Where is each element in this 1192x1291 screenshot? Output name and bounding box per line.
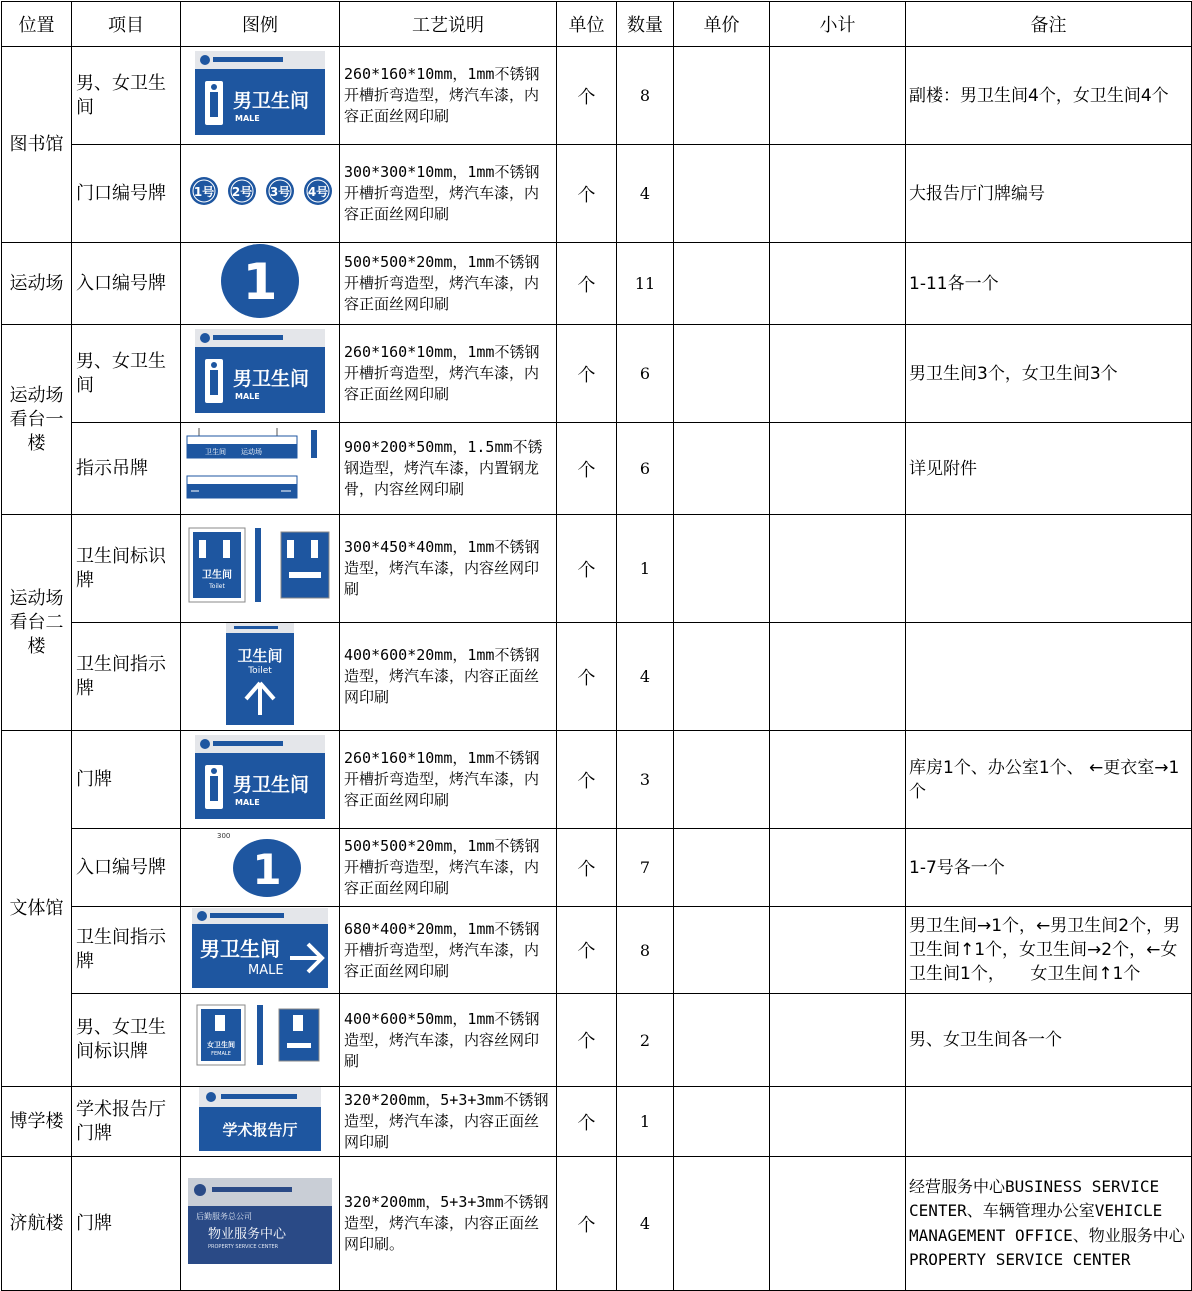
unit-price-cell <box>674 515 770 623</box>
table-row <box>2 325 1192 423</box>
legend-cell <box>181 1157 340 1291</box>
item-cell: 门口编号牌 <box>72 145 181 243</box>
table-row <box>2 423 1192 515</box>
unit-cell: 个 <box>557 423 617 515</box>
header-row <box>2 2 1192 47</box>
sign-text: 卫生间 <box>237 647 283 665</box>
subtotal-cell <box>770 623 906 731</box>
legend-cell <box>181 325 340 423</box>
header-item: 项目 <box>72 2 181 47</box>
restroom-sign-drawing-image <box>195 997 325 1079</box>
unit-price-cell <box>674 47 770 145</box>
legend-cell <box>181 515 340 623</box>
subtotal-cell <box>770 907 906 994</box>
legend-cell <box>181 243 340 325</box>
subtotal-cell <box>770 243 906 325</box>
sign-text: 女卫生间 <box>207 1040 235 1049</box>
table-row <box>2 1087 1192 1157</box>
remarks-cell: 副楼：男卫生间4个，女卫生间4个 <box>906 47 1192 145</box>
table-row <box>2 829 1192 907</box>
table-row <box>2 243 1192 325</box>
restroom-sign-image <box>195 735 325 819</box>
item-cell: 卫生间指示牌 <box>72 623 181 731</box>
unit-cell: 个 <box>557 243 617 325</box>
quantity-cell: 4 <box>617 623 674 731</box>
unit-price-cell <box>674 1087 770 1157</box>
subtotal-cell <box>770 1087 906 1157</box>
header-process: 工艺说明 <box>340 2 557 47</box>
subtotal-cell <box>770 325 906 423</box>
table-row <box>2 907 1192 994</box>
quantity-cell: 8 <box>617 907 674 994</box>
unit-cell: 个 <box>557 325 617 423</box>
unit-price-cell <box>674 829 770 907</box>
quantity-cell: 1 <box>617 515 674 623</box>
quantity-cell: 4 <box>617 145 674 243</box>
remarks-cell: 1-11各一个 <box>906 243 1192 325</box>
legend-cell <box>181 731 340 829</box>
quantity-cell: 3 <box>617 731 674 829</box>
restroom-direction-sign-image <box>192 908 328 988</box>
badge-1: 1号 <box>193 185 215 199</box>
badge-4: 4号 <box>307 185 329 199</box>
process-cell: 500*500*20mm，1mm不锈钢开槽折弯造型，烤汽车漆，内容正面丝网印刷 <box>340 243 557 325</box>
sign-text: 卫生间 <box>205 448 226 456</box>
item-cell: 卫生间指示牌 <box>72 907 181 994</box>
legend-cell <box>181 994 340 1087</box>
hanging-sign-drawing-image <box>185 426 335 506</box>
toilet-direction-sign-image <box>226 623 294 725</box>
unit-cell: 个 <box>557 47 617 145</box>
sign-text-2: 物业服务中心 <box>208 1227 287 1242</box>
quantity-cell: 2 <box>617 994 674 1087</box>
legend-cell <box>181 47 340 145</box>
toilet-sign-drawing-image <box>185 516 335 616</box>
subtotal-cell <box>770 423 906 515</box>
subtotal-cell <box>770 731 906 829</box>
table-row <box>2 47 1192 145</box>
sign-text: 男卫生间 <box>200 936 280 961</box>
remarks-cell <box>906 623 1192 731</box>
unit-price-cell <box>674 243 770 325</box>
dimension-label: 300 <box>217 832 231 840</box>
quotation-table <box>1 1 1192 1291</box>
subtotal-cell <box>770 994 906 1087</box>
quantity-cell: 11 <box>617 243 674 325</box>
subtotal-cell <box>770 145 906 243</box>
table-row <box>2 623 1192 731</box>
legend-cell <box>181 1087 340 1157</box>
quantity-cell: 6 <box>617 423 674 515</box>
table-row <box>2 515 1192 623</box>
door-number-badges-image <box>185 174 335 208</box>
process-cell: 300*300*10mm，1mm不锈钢开槽折弯造型，烤汽车漆，内容正面丝网印刷 <box>340 145 557 243</box>
remarks-cell: 1-7号各一个 <box>906 829 1192 907</box>
location-cell: 运动场看台二楼 <box>2 515 72 731</box>
legend-cell <box>181 829 340 907</box>
sign-text: 学术报告厅 <box>222 1121 298 1139</box>
unit-price-cell <box>674 423 770 515</box>
item-cell: 学术报告厅门牌 <box>72 1087 181 1157</box>
sign-subtext: FEMALE <box>211 1050 231 1057</box>
remarks-cell <box>906 1087 1192 1157</box>
header-location: 位置 <box>2 2 72 47</box>
unit-price-cell <box>674 325 770 423</box>
unit-price-cell <box>674 994 770 1087</box>
table-row <box>2 731 1192 829</box>
process-cell: 680*400*20mm，1mm不锈钢开槽折弯造型，烤汽车漆，内容正面丝网印刷 <box>340 907 557 994</box>
table-row <box>2 145 1192 243</box>
remarks-cell: 经营服务中心BUSINESS SERVICE CENTER、车辆管理办公室VEHICLE MANAGEMENT OFFICE、物业服务中心PROPERTY SERVICE CENTER <box>906 1157 1192 1291</box>
location-cell: 运动场 <box>2 243 72 325</box>
sign-subtext: MALE <box>235 114 260 123</box>
process-cell: 260*160*10mm，1mm不锈钢开槽折弯造型，烤汽车漆，内容正面丝网印刷 <box>340 47 557 145</box>
subtotal-cell <box>770 47 906 145</box>
quantity-cell: 7 <box>617 829 674 907</box>
subtotal-cell <box>770 829 906 907</box>
sign-number: 1 <box>252 845 282 894</box>
legend-cell <box>181 423 340 515</box>
quantity-cell: 8 <box>617 47 674 145</box>
process-cell: 900*200*50mm，1.5mm不锈钢造型，烤汽车漆，内置钢龙骨，内容丝网印刷 <box>340 423 557 515</box>
item-cell: 入口编号牌 <box>72 829 181 907</box>
process-cell: 400*600*50mm，1mm不锈钢造型，烤汽车漆，内容丝网印刷 <box>340 994 557 1087</box>
entrance-number-sign-image <box>220 243 300 319</box>
item-cell: 男、女卫生间标识牌 <box>72 994 181 1087</box>
sign-subtext: MALE <box>248 962 284 978</box>
lecture-hall-door-sign-image <box>199 1087 321 1151</box>
sign-text: 卫生间 <box>202 570 232 581</box>
restroom-sign-image <box>195 329 325 413</box>
sign-text: 男卫生间 <box>233 90 310 112</box>
unit-price-cell <box>674 623 770 731</box>
sign-text: 男卫生间 <box>233 774 310 796</box>
unit-price-cell <box>674 145 770 243</box>
unit-price-cell <box>674 1157 770 1291</box>
item-cell: 入口编号牌 <box>72 243 181 325</box>
process-cell: 260*160*10mm，1mm不锈钢开槽折弯造型，烤汽车漆，内容正面丝网印刷 <box>340 325 557 423</box>
sign-text: 男卫生间 <box>233 368 310 390</box>
sign-subtext: PROPERTY SERVICE CENTER <box>208 1244 279 1250</box>
process-cell: 300*450*40mm，1mm不锈钢造型，烤汽车漆，内容丝网印刷 <box>340 515 557 623</box>
remarks-cell: 库房1个、办公室1个、 ←更衣室→1个 <box>906 731 1192 829</box>
process-cell: 320*200mm，5+3+3mm不锈钢造型，烤汽车漆，内容正面丝网印刷 <box>340 1087 557 1157</box>
item-cell: 指示吊牌 <box>72 423 181 515</box>
remarks-cell <box>906 515 1192 623</box>
sign-subtext: MALE <box>235 392 260 401</box>
subtotal-cell <box>770 515 906 623</box>
unit-price-cell <box>674 907 770 994</box>
remarks-cell: 男卫生间3个，女卫生间3个 <box>906 325 1192 423</box>
process-cell: 260*160*10mm，1mm不锈钢开槽折弯造型，烤汽车漆，内容正面丝网印刷 <box>340 731 557 829</box>
process-cell: 400*600*20mm，1mm不锈钢造型，烤汽车漆，内容正面丝网印刷 <box>340 623 557 731</box>
sign-text-2: 运动场 <box>241 448 262 456</box>
unit-cell: 个 <box>557 1157 617 1291</box>
header-quantity: 数量 <box>617 2 674 47</box>
sign-subtext: MALE <box>235 798 260 807</box>
item-cell: 门牌 <box>72 1157 181 1291</box>
header-subtotal: 小计 <box>770 2 906 47</box>
table-row <box>2 994 1192 1087</box>
process-cell: 320*200mm，5+3+3mm不锈钢造型，烤汽车漆，内容正面丝网印刷。 <box>340 1157 557 1291</box>
sign-number: 1 <box>242 253 278 311</box>
header-unit-price: 单价 <box>674 2 770 47</box>
location-cell: 图书馆 <box>2 47 72 243</box>
unit-cell: 个 <box>557 1087 617 1157</box>
header-legend: 图例 <box>181 2 340 47</box>
sign-subtext: Toilet <box>209 583 225 590</box>
sign-subtext: Toilet <box>248 666 272 676</box>
unit-cell: 个 <box>557 515 617 623</box>
quantity-cell: 1 <box>617 1087 674 1157</box>
quantity-cell: 6 <box>617 325 674 423</box>
property-service-door-sign-photo <box>188 1178 332 1264</box>
unit-cell: 个 <box>557 994 617 1087</box>
entrance-number-sign-image <box>215 830 305 900</box>
remarks-cell: 男卫生间→1个，←男卫生间2个，男卫生间↑1个，女卫生间→2个，←女卫生间1个， 女卫生间↑1个 <box>906 907 1192 994</box>
unit-price-cell <box>674 731 770 829</box>
restroom-sign-image <box>195 51 325 135</box>
sign-text: 后勤服务总公司 <box>196 1212 252 1221</box>
badge-3: 3号 <box>269 185 291 199</box>
legend-cell <box>181 907 340 994</box>
item-cell: 男、女卫生间 <box>72 47 181 145</box>
location-cell: 文体馆 <box>2 731 72 1087</box>
unit-cell: 个 <box>557 623 617 731</box>
quantity-cell: 4 <box>617 1157 674 1291</box>
legend-cell <box>181 623 340 731</box>
subtotal-cell <box>770 1157 906 1291</box>
location-cell: 运动场看台一楼 <box>2 325 72 515</box>
header-remarks: 备注 <box>906 2 1192 47</box>
remarks-cell: 详见附件 <box>906 423 1192 515</box>
unit-cell: 个 <box>557 145 617 243</box>
item-cell: 门牌 <box>72 731 181 829</box>
process-cell: 500*500*20mm，1mm不锈钢开槽折弯造型，烤汽车漆，内容正面丝网印刷 <box>340 829 557 907</box>
unit-cell: 个 <box>557 731 617 829</box>
location-cell: 济航楼 <box>2 1157 72 1291</box>
item-cell: 男、女卫生间 <box>72 325 181 423</box>
badge-2: 2号 <box>231 185 253 199</box>
location-cell: 博学楼 <box>2 1087 72 1157</box>
remarks-cell: 男、女卫生间各一个 <box>906 994 1192 1087</box>
remarks-cell: 大报告厅门牌编号 <box>906 145 1192 243</box>
table-row <box>2 1157 1192 1291</box>
unit-cell: 个 <box>557 829 617 907</box>
header-unit: 单位 <box>557 2 617 47</box>
legend-cell <box>181 145 340 243</box>
item-cell: 卫生间标识牌 <box>72 515 181 623</box>
unit-cell: 个 <box>557 907 617 994</box>
